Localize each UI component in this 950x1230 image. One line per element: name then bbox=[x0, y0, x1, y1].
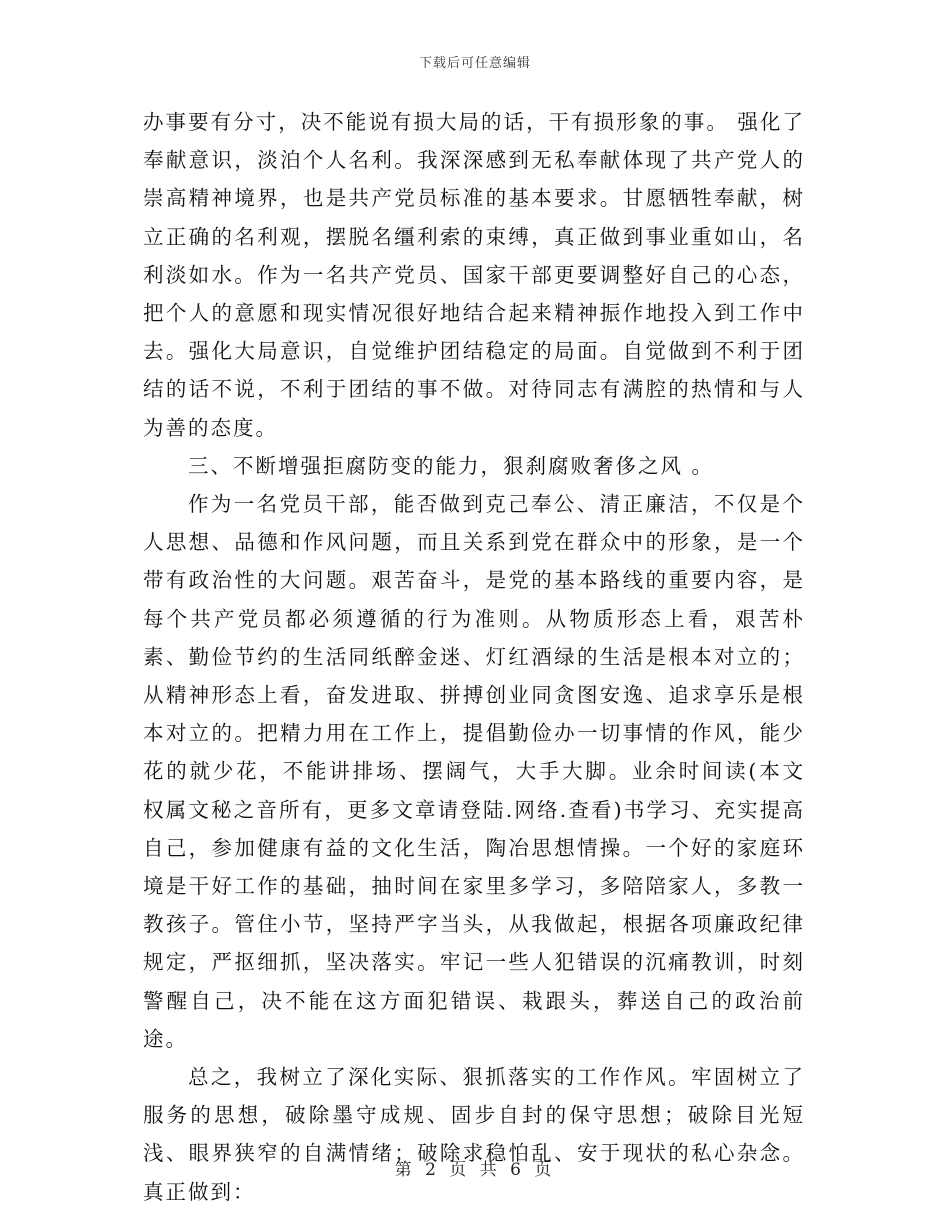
paragraph-2: 作为一名党员干部，能否做到克己奉公、清正廉洁，不仅是个人思想、品德和作风问题，而且关系到党在群众中的形象，是一个带有政治性的大问题。艰苦奋斗，是党的基本路线的重要内容，是每个共产党员都必须遵循的行为准则。从物质形态上看，艰苦朴素、勤俭节约的生活同纸醉金迷、灯红酒绿的生活是根本对立的；从精神形态上看，奋发进取、拼搏创业同贪图安逸、追求享乐是根本对立的。把精力用在工作上，提倡勤俭办一切事情的作风，能少花的就少花，不能讲排场、摆阔气，大手大脚。业余时间读(本文权属文秘之音所有，更多文章请登陆.网络.查看)书学习、充实提高自己，参加健康有益的文化生活，陶冶思想情操。一个好的家庭环境是干好工作的基础，抽时间在家里多学习，多陪陪家人，多教一教孩子。管住小节，坚持严字当头，从我做起，根据各项廉政纪律规定，严抠细抓，坚决落实。牢记一些人犯错误的沉痛教训，时刻警醒自己，决不能在这方面犯错误、栽跟头，葬送自己的政治前途。 bbox=[143, 492, 805, 1051]
page-header: 下载后可任意编辑 bbox=[418, 56, 531, 71]
page-number: 第 2 页 共 6 页 bbox=[394, 1160, 556, 1180]
document-body bbox=[143, 103, 805, 1211]
section-heading-3: 三、不断增强拒腐防变的能力，狠刹腐败奢侈之风 。 bbox=[188, 453, 715, 478]
paragraph-3: 总之，我树立了深化实际、狠抓落实的工作作风。牢固树立了服务的思想，破除墨守成规、固步自封的保守思想；破除目光短浅、眼界狭窄的自满情绪；破除求稳怕乱、安于现状的私心杂念。真正做到： bbox=[143, 1065, 805, 1204]
paragraph-1: 办事要有分寸，决不能说有损大局的话，干有损形象的事。 强化了奉献意识，淡泊个人名利。我深深感到无私奉献体现了共产党人的崇高精神境界，也是共产党员标准的基本要求。甘愿牺牲奉献，树立正确的名利观，摆脱名缰利索的束缚，真正做到事业重如山，名利淡如水。作为一名共产党员、国家干部更要调整好自己的心态，把个人的意愿和现实情况很好地结合起来精神振作地投入到工作中去。强化大局意识，自觉维护团结稳定的局面。自觉做到不利于团结的话不说，不利于团结的事不做。对待同志有满腔的热情和与人为善的态度。 bbox=[143, 110, 805, 440]
